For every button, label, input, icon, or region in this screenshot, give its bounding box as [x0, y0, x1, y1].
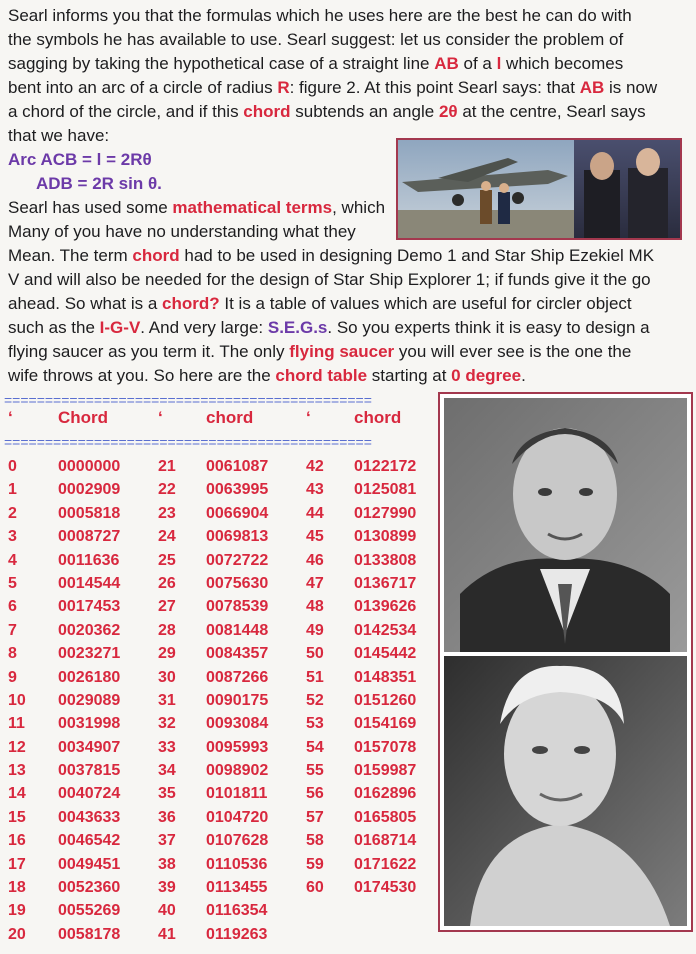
text-line-15	[8, 340, 631, 364]
table-cell: 0171622	[354, 855, 417, 873]
table-cell: 0	[8, 458, 17, 475]
table-cell: 0034907	[58, 738, 121, 756]
highlight-term: chord	[243, 102, 291, 121]
table-cell: 10	[8, 691, 26, 709]
highlight-term: chord?	[162, 294, 220, 313]
text-span: subtends an angle	[290, 102, 439, 121]
highlight-term: R	[277, 78, 290, 97]
table-cell: 0148351	[354, 668, 417, 686]
table-cell: 0046542	[58, 832, 121, 850]
text-line-4	[8, 76, 657, 100]
table-cell: 22	[158, 481, 176, 499]
table-cell: 0165805	[354, 808, 417, 826]
table-cell: 38	[158, 855, 176, 873]
table-cell: 6	[8, 598, 17, 616]
text-span: sagging by taking the hypothetical case of a straight line	[8, 54, 435, 73]
table-cell: 0113455	[206, 879, 268, 897]
table-cell: 49	[306, 621, 324, 639]
text-span: is now	[604, 78, 658, 97]
header-degree-2: ‘	[158, 408, 163, 427]
table-cell: 3	[8, 528, 17, 546]
text-span: : figure 2. At this point Searl says: that	[289, 78, 580, 97]
table-cell: 52	[306, 691, 324, 709]
highlight-term: AB	[434, 54, 459, 73]
column-chord-1	[58, 455, 120, 946]
highlight-term: I-G-V	[99, 318, 141, 337]
table-cell: 39	[158, 879, 176, 897]
table-cell: 59	[306, 855, 324, 873]
highlight-term: chord	[132, 246, 180, 265]
table-cell: 0072722	[206, 551, 269, 569]
table-cell: 40	[158, 902, 176, 920]
table-cell: 31	[158, 691, 176, 709]
photo-portraits	[438, 392, 693, 932]
table-cell: 0014544	[58, 574, 121, 592]
table-cell: 0125081	[354, 481, 417, 499]
table-cell: 46	[306, 551, 324, 569]
text-span: which becomes	[501, 54, 624, 73]
text-line-9	[8, 196, 385, 220]
table-cell: 0174530	[354, 879, 417, 897]
table-cell: 41	[158, 925, 176, 943]
highlight-term: mathematical terms	[172, 198, 333, 217]
table-cell: 0084357	[206, 645, 269, 663]
table-cell: 7	[8, 621, 17, 639]
table-cell: 54	[306, 738, 324, 756]
table-cell: 0098902	[206, 762, 269, 780]
table-cell: 4	[8, 551, 17, 569]
table-cell: 0075630	[206, 574, 269, 592]
table-cell: 0087266	[206, 668, 269, 686]
text-line-10	[8, 220, 356, 244]
text-span: V and will also be needed for the design of Star Ship Explorer 1; if funds give it the go	[8, 270, 651, 289]
table-cell: 0058178	[58, 925, 121, 943]
text-span: .	[521, 366, 526, 385]
table-cell: 0157078	[354, 738, 417, 756]
table-cell: 0122172	[354, 458, 417, 475]
text-span: . And very large:	[140, 318, 268, 337]
formula-chord: ADB = 2R sin θ.	[36, 174, 162, 193]
text-span: , which	[332, 198, 386, 217]
table-cell: 18	[8, 879, 26, 897]
table-cell: 0107628	[206, 832, 269, 850]
table-cell: 28	[158, 621, 176, 639]
table-cell: 56	[306, 785, 324, 803]
table-cell: 17	[8, 855, 26, 873]
table-cell: 0104720	[206, 808, 269, 826]
table-cell: 13	[8, 762, 26, 780]
table-cell: 0110536	[206, 855, 268, 873]
highlight-term: l	[496, 54, 502, 73]
table-cell: 0093084	[206, 715, 269, 733]
header-chord-2: chord	[206, 408, 254, 427]
table-cell: 0029089	[58, 691, 121, 709]
header-chord-3: chord	[354, 408, 402, 427]
table-cell: 0139626	[354, 598, 417, 616]
table-cell: 0136717	[354, 574, 417, 592]
text-line-16	[8, 364, 526, 388]
table-cell: 45	[306, 528, 324, 546]
text-span: at the centre, Searl says	[457, 102, 646, 121]
text-span: the symbols he has available to use. Searl suggest: let us consider the problem of	[8, 30, 624, 49]
text-span: bent into an arc of a circle of radius	[8, 78, 278, 97]
formula-arc: Arc ACB = l = 2Rθ	[8, 150, 152, 169]
table-cell: 34	[158, 762, 176, 780]
table-cell: 5	[8, 574, 17, 592]
table-cell: 0031998	[58, 715, 121, 733]
table-cell: 51	[306, 668, 324, 686]
table-cell: 0127990	[354, 504, 417, 522]
text-span: flying saucer as you term it. The only	[8, 342, 290, 361]
table-cell: 15	[8, 808, 26, 826]
table-cell: 0168714	[354, 832, 417, 850]
text-line-14	[8, 316, 650, 340]
table-cell: 27	[158, 598, 176, 616]
text-line-3	[8, 52, 623, 76]
table-cell: 42	[306, 458, 324, 475]
table-cell: 0026180	[58, 668, 121, 686]
table-cell: 0037815	[58, 762, 121, 780]
table-cell: 0151260	[354, 691, 417, 709]
table-cell: 0130899	[354, 528, 417, 546]
text-line-6	[8, 124, 109, 148]
text-span: that we have:	[8, 126, 110, 145]
table-cell: 44	[306, 504, 324, 522]
photo-aircraft-image	[398, 140, 680, 238]
text-span: a chord of the circle, and if this	[8, 102, 244, 121]
highlight-term: chord table	[275, 366, 368, 385]
table-cell: 0049451	[58, 855, 121, 873]
table-cell: 53	[306, 715, 324, 733]
highlight-term: flying saucer	[289, 342, 395, 361]
table-cell: 57	[306, 808, 324, 826]
text-line-2	[8, 28, 623, 52]
table-cell: 0020362	[58, 621, 121, 639]
highlight-term: 0 degree	[451, 366, 522, 385]
table-cell: 50	[306, 645, 324, 663]
table-cell: 37	[158, 832, 176, 850]
table-cell: 0116354	[206, 902, 268, 920]
table-cell: 0081448	[206, 621, 269, 639]
text-line-11	[8, 244, 654, 268]
table-cell: 0101811	[206, 785, 268, 803]
text-span: of a	[458, 54, 497, 73]
table-cell: 29	[158, 645, 176, 663]
table-cell: 24	[158, 528, 176, 546]
column-degree-1	[8, 455, 26, 946]
column-degree-3	[306, 455, 324, 899]
photo-aircraft-group	[396, 138, 682, 240]
table-cell: 60	[306, 879, 324, 897]
text-line-5	[8, 100, 646, 124]
table-cell: 0043633	[58, 808, 121, 826]
table-cell: 26	[158, 574, 176, 592]
table-cell: 48	[306, 598, 324, 616]
highlight-term: 2θ	[438, 102, 458, 121]
text-span: such as the	[8, 318, 100, 337]
text-line-13	[8, 292, 632, 316]
header-degree-1: ‘	[8, 408, 13, 427]
table-cell: 25	[158, 551, 176, 569]
table-cell: 11	[8, 715, 25, 733]
table-cell: 36	[158, 808, 176, 826]
table-cell: 0000000	[58, 458, 121, 475]
table-cell: 43	[306, 481, 324, 499]
table-cell: 16	[8, 832, 26, 850]
table-cell: 0055269	[58, 902, 121, 920]
table-cell: 0011636	[58, 551, 120, 569]
table-cell: 0159987	[354, 762, 417, 780]
header-degree-3: ‘	[306, 408, 311, 427]
table-cell: 0061087	[206, 458, 269, 475]
table-cell: 0023271	[58, 645, 121, 663]
text-span: starting at	[367, 366, 452, 385]
table-cell: 8	[8, 645, 17, 663]
table-cell: 0142534	[354, 621, 417, 639]
column-chord-2	[206, 455, 268, 946]
table-cell: 0095993	[206, 738, 269, 756]
table-cell: 0017453	[58, 598, 121, 616]
text-span: Searl informs you that the formulas which he uses here are the best he can do with	[8, 6, 632, 25]
table-cell: 30	[158, 668, 176, 686]
table-cell: 0069813	[206, 528, 269, 546]
table-cell: 0040724	[58, 785, 121, 803]
table-cell: 20	[8, 925, 26, 943]
table-cell: 0154169	[354, 715, 417, 733]
table-cell: 0119263	[206, 925, 268, 943]
column-degree-2	[158, 455, 176, 946]
text-span: wife throws at you. So here are the	[8, 366, 276, 385]
text-line-1	[8, 4, 632, 28]
portrait-images	[440, 394, 691, 930]
text-span: had to be used in designing Demo 1 and Star Ship Ezekiel MK	[179, 246, 655, 265]
text-span: you will ever see is the one the	[394, 342, 632, 361]
table-cell: 21	[158, 458, 176, 475]
table-cell: 0002909	[58, 481, 121, 499]
text-span: Mean. The term	[8, 246, 133, 265]
text-span: Many of you have no understanding what they	[8, 222, 356, 241]
table-cell: 0066904	[206, 504, 269, 522]
table-cell: 0162896	[354, 785, 417, 803]
text-span: It is a table of values which are useful for circler object	[219, 294, 632, 313]
table-rule-header: =============================================	[4, 435, 372, 449]
table-cell: 19	[8, 902, 26, 920]
table-rule-top: =============================================	[4, 393, 372, 407]
text-span: ahead. So what is a	[8, 294, 163, 313]
text-line-12	[8, 268, 651, 292]
table-cell: 0133808	[354, 551, 417, 569]
table-cell: 47	[306, 574, 324, 592]
highlight-term: S.E.G.s	[267, 318, 328, 337]
header-chord-1: Chord	[58, 408, 109, 427]
table-cell: 0005818	[58, 504, 121, 522]
table-cell: 12	[8, 738, 26, 756]
table-cell: 32	[158, 715, 176, 733]
table-cell: 0008727	[58, 528, 121, 546]
table-cell: 14	[8, 785, 26, 803]
table-cell: 0090175	[206, 691, 269, 709]
table-cell: 9	[8, 668, 17, 686]
table-cell: 0063995	[206, 481, 269, 499]
table-cell: 23	[158, 504, 176, 522]
table-cell: 0145442	[354, 645, 417, 663]
table-cell: 1	[8, 481, 17, 499]
text-span: Searl has used some	[8, 198, 173, 217]
table-cell: 35	[158, 785, 176, 803]
table-cell: 2	[8, 504, 17, 522]
table-cell: 0052360	[58, 879, 121, 897]
text-span: . So you experts think it is easy to design a	[327, 318, 650, 337]
table-cell: 33	[158, 738, 176, 756]
table-cell: 0078539	[206, 598, 269, 616]
table-cell: 58	[306, 832, 324, 850]
table-cell: 55	[306, 762, 324, 780]
highlight-term: AB	[579, 78, 605, 97]
column-chord-3	[354, 455, 416, 899]
